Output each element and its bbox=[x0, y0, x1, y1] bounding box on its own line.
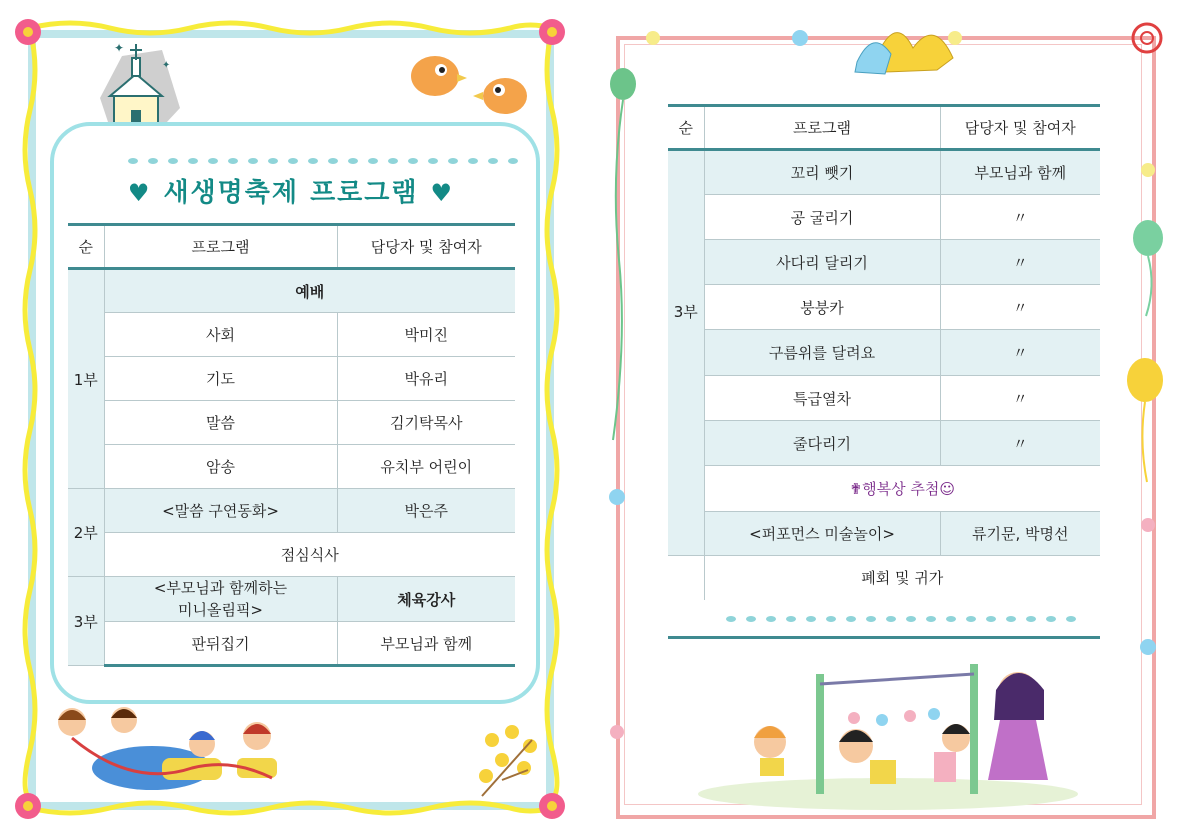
svg-text:✦: ✦ bbox=[114, 41, 125, 55]
person-cell: 김기탁목사 bbox=[337, 401, 515, 445]
header-order: 순 bbox=[68, 225, 104, 269]
person-cell: 〃 bbox=[940, 376, 1100, 421]
program-line: <부모님과 함께하는 bbox=[153, 579, 288, 597]
person-cell: 박은주 bbox=[337, 489, 515, 533]
heart-icon: ♥ bbox=[430, 179, 455, 207]
header-program: 프로그램 bbox=[104, 225, 337, 269]
program-cell: 기도 bbox=[104, 357, 337, 401]
program-line: 미니올림픽> bbox=[177, 601, 264, 619]
person-cell: 유치부 어린이 bbox=[337, 445, 515, 489]
program-cell: 꼬리 뺏기 bbox=[704, 150, 940, 195]
svg-text:✦: ✦ bbox=[162, 60, 171, 71]
person-cell: 〃 bbox=[940, 421, 1100, 466]
bottom-rule bbox=[668, 636, 1100, 639]
dotted-divider bbox=[128, 158, 518, 164]
program-cell: 줄다리기 bbox=[704, 421, 940, 466]
person-cell: 박미진 bbox=[337, 313, 515, 357]
program-cell: 암송 bbox=[104, 445, 337, 489]
person-cell: 부모님과 함께 bbox=[337, 622, 515, 666]
table-row-award: ✟행복상 추첨☺ bbox=[704, 466, 1100, 512]
table-row-closing: 폐회 및 귀가 bbox=[861, 569, 944, 588]
children-playing-illustration bbox=[52, 698, 282, 798]
person-cell: 체육강사 bbox=[337, 577, 515, 622]
table-row-lunch: 점심식사 bbox=[104, 533, 515, 577]
section-label-1: 1부 bbox=[68, 269, 104, 489]
program-cell: 붕붕카 bbox=[704, 285, 940, 330]
program-cell: <퍼포먼스 미술놀이> bbox=[704, 512, 940, 556]
table-row-worship: 예배 bbox=[104, 269, 515, 313]
title-text: 새생명축제 프로그램 bbox=[163, 178, 419, 208]
heart-icon: ♥ bbox=[127, 179, 152, 207]
person-cell: 박유리 bbox=[337, 357, 515, 401]
person-cell: 〃 bbox=[940, 240, 1100, 285]
program-cell: 말씀 bbox=[104, 401, 337, 445]
section-label-2: 2부 bbox=[68, 489, 104, 577]
header-order: 순 bbox=[668, 106, 704, 150]
empty-order-cell bbox=[668, 556, 704, 600]
program-cell: 특급열차 bbox=[704, 376, 940, 421]
program-cell: 판뒤집기 bbox=[104, 622, 337, 666]
playground-illustration bbox=[688, 660, 1088, 810]
header-person: 담당자 및 참여자 bbox=[940, 106, 1100, 150]
program-cell: 공 굴리기 bbox=[704, 195, 940, 240]
person-cell: 〃 bbox=[940, 330, 1100, 376]
person-cell: 류기문, 박명선 bbox=[940, 512, 1100, 556]
program-table-part2 bbox=[668, 104, 1100, 600]
program-cell: 구름위를 달려요 bbox=[704, 330, 940, 376]
person-cell: 〃 bbox=[940, 195, 1100, 240]
section-label-3: 3부 bbox=[668, 150, 704, 556]
page-title bbox=[68, 172, 514, 209]
program-table-part1 bbox=[68, 223, 515, 667]
forsythia-decoration bbox=[472, 720, 552, 800]
birds-decoration bbox=[405, 48, 535, 124]
left-page bbox=[0, 0, 585, 835]
program-cell: 사회 bbox=[104, 313, 337, 357]
program-cell: <말씀 구연동화> bbox=[104, 489, 337, 533]
person-cell: 〃 bbox=[940, 285, 1100, 330]
program-cell: 사다리 달리기 bbox=[704, 240, 940, 285]
dotted-divider bbox=[726, 616, 1076, 622]
person-cell: 부모님과 함께 bbox=[940, 150, 1100, 195]
header-person: 담당자 및 참여자 bbox=[337, 225, 515, 269]
program-cell-olympic bbox=[104, 577, 337, 622]
section-label-3: 3부 bbox=[68, 577, 104, 666]
header-program: 프로그램 bbox=[704, 106, 940, 150]
